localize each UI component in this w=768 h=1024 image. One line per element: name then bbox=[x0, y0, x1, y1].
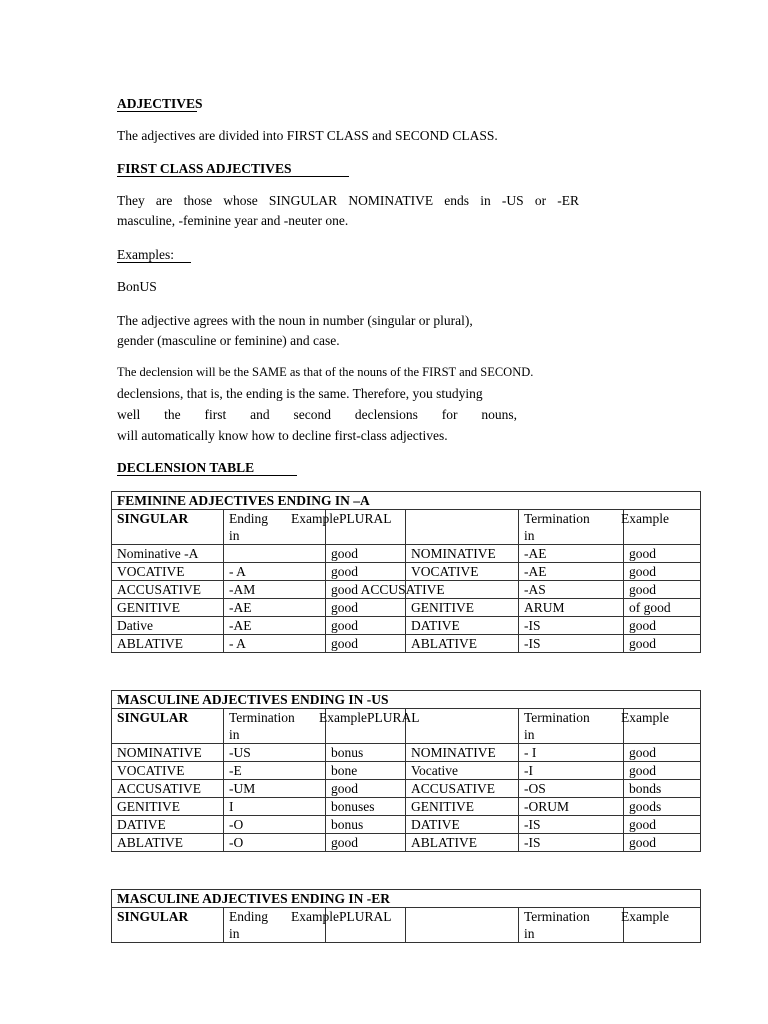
title-underline bbox=[117, 111, 197, 112]
table-header-row bbox=[112, 908, 701, 943]
header-termination: Termination in bbox=[519, 908, 624, 943]
table-cell-col3: good bbox=[326, 780, 406, 798]
table-cell-col4: NOMINATIVE bbox=[406, 545, 519, 563]
table-cell-col4: Vocative bbox=[406, 762, 519, 780]
table-cell-col6: good bbox=[624, 617, 701, 635]
table-cell-col1: Dative bbox=[112, 617, 224, 635]
table-header-row bbox=[112, 510, 701, 545]
header-termination-in: Termination in bbox=[224, 709, 326, 744]
intro-paragraph: The adjectives are divided into FIRST CLASS and SECOND CLASS. bbox=[117, 128, 498, 143]
header-blank bbox=[406, 908, 519, 943]
table-cell-col5: ARUM bbox=[519, 599, 624, 617]
table-row bbox=[112, 780, 701, 798]
table-title: FEMININE ADJECTIVES ENDING IN –A bbox=[112, 492, 701, 510]
table-cell-col3: bone bbox=[326, 762, 406, 780]
table-cell-col1: ABLATIVE bbox=[112, 635, 224, 653]
table-cell-col3: good ACCUSATIVE bbox=[326, 581, 406, 599]
table-cell-col4: VOCATIVE bbox=[406, 563, 519, 581]
table-cell-col2: -E bbox=[224, 762, 326, 780]
header-example: Example bbox=[624, 908, 701, 943]
table-cell-col5: -AE bbox=[519, 563, 624, 581]
table-cell-col3: good bbox=[326, 635, 406, 653]
table-cell-col6: good bbox=[624, 816, 701, 834]
table-cell-col1: Nominative -A bbox=[112, 545, 224, 563]
table-cell-col4: ACCUSATIVE bbox=[406, 780, 519, 798]
table-cell-col1: GENITIVE bbox=[112, 798, 224, 816]
table-title: MASCULINE ADJECTIVES ENDING IN -US bbox=[112, 691, 701, 709]
table-cell-col3: good bbox=[326, 563, 406, 581]
table-cell-col3: good bbox=[326, 834, 406, 852]
header-blank bbox=[406, 510, 519, 545]
table-cell-col1: ABLATIVE bbox=[112, 834, 224, 852]
header-example-plural: ExamplePLURAL bbox=[326, 908, 406, 943]
examples-label: Examples: bbox=[117, 247, 174, 262]
table-cell-col4: DATIVE bbox=[406, 617, 519, 635]
header-singular: SINGULAR bbox=[112, 709, 224, 744]
table-cell-col4: GENITIVE bbox=[406, 798, 519, 816]
table-cell-col6: good bbox=[624, 563, 701, 581]
masculine-us-declension-table bbox=[111, 690, 701, 852]
table-cell-col5: -AS bbox=[519, 581, 624, 599]
table-cell-col6: good bbox=[624, 762, 701, 780]
table-title: MASCULINE ADJECTIVES ENDING IN -ER bbox=[112, 890, 701, 908]
table-row bbox=[112, 816, 701, 834]
example-word: BonUS bbox=[117, 279, 157, 294]
table-row bbox=[112, 563, 701, 581]
table-cell-col6: of good bbox=[624, 599, 701, 617]
declension-line-4: will automatically know how to decline first-class adjectives. bbox=[117, 428, 448, 443]
table-header-row bbox=[112, 709, 701, 744]
feminine-declension-table bbox=[111, 491, 701, 653]
first-class-heading: FIRST CLASS ADJECTIVES bbox=[117, 161, 292, 176]
header-ending: Ending in bbox=[224, 510, 326, 545]
page-title: ADJECTIVES bbox=[117, 96, 203, 111]
table-cell-col2: -AE bbox=[224, 617, 326, 635]
table-row bbox=[112, 762, 701, 780]
first-class-underline bbox=[117, 176, 349, 177]
table-title-row bbox=[112, 492, 701, 510]
table-row bbox=[112, 617, 701, 635]
table-cell-col2: -O bbox=[224, 834, 326, 852]
table-cell-col4: GENITIVE bbox=[406, 599, 519, 617]
table-cell-col4: ABLATIVE bbox=[406, 635, 519, 653]
declension-line-3: well the first and second declensions for nouns, bbox=[117, 407, 517, 422]
header-singular: SINGULAR bbox=[112, 908, 224, 943]
table-cell-col4: NOMINATIVE bbox=[406, 744, 519, 762]
table-cell-col3: bonuses bbox=[326, 798, 406, 816]
table-row bbox=[112, 545, 701, 563]
table-cell-col6: good bbox=[624, 744, 701, 762]
definition-line-2: masculine, -feminine year and -neuter one. bbox=[117, 213, 349, 228]
table-cell-col3: bonus bbox=[326, 816, 406, 834]
header-example: Example bbox=[624, 510, 701, 545]
header-termination: Termination in bbox=[519, 510, 624, 545]
table-row bbox=[112, 599, 701, 617]
table-cell-col6: bonds bbox=[624, 780, 701, 798]
table-cell-col4: ABLATIVE bbox=[406, 834, 519, 852]
table-cell-col3: good bbox=[326, 545, 406, 563]
table-cell-col2 bbox=[224, 545, 326, 563]
definition-line-1: They are those whose SINGULAR NOMINATIVE ends in -US or -ER bbox=[117, 193, 579, 208]
header-singular: SINGULAR bbox=[112, 510, 224, 545]
table-cell-col6: good bbox=[624, 635, 701, 653]
table-cell-col5: -AE bbox=[519, 545, 624, 563]
header-ending: Ending in bbox=[224, 908, 326, 943]
header-example-plural: ExamplePLURAL bbox=[326, 709, 406, 744]
header-example: Example bbox=[624, 709, 701, 744]
header-termination: Termination in bbox=[519, 709, 624, 744]
table-cell-col5: -IS bbox=[519, 816, 624, 834]
table-row bbox=[112, 635, 701, 653]
declension-line-2: declensions, that is, the ending is the same. Therefore, you studying bbox=[117, 386, 483, 401]
table-title-row bbox=[112, 691, 701, 709]
table-row bbox=[112, 581, 701, 599]
agreement-line-1: The adjective agrees with the noun in number (singular or plural), bbox=[117, 313, 473, 328]
examples-underline bbox=[117, 262, 191, 263]
table-row bbox=[112, 834, 701, 852]
table-cell-col1: DATIVE bbox=[112, 816, 224, 834]
table-cell-col2: -UM bbox=[224, 780, 326, 798]
table-cell-col5: -OS bbox=[519, 780, 624, 798]
masculine-er-declension-table bbox=[111, 889, 701, 943]
header-example-plural: ExamplePLURAL bbox=[326, 510, 406, 545]
table-cell-col2: -AE bbox=[224, 599, 326, 617]
table-title-row bbox=[112, 890, 701, 908]
table-cell-col1: NOMINATIVE bbox=[112, 744, 224, 762]
table-cell-col6: goods bbox=[624, 798, 701, 816]
table-cell-col2: -AM bbox=[224, 581, 326, 599]
table-cell-col4: DATIVE bbox=[406, 816, 519, 834]
table-cell-col1: ACCUSATIVE bbox=[112, 581, 224, 599]
table-cell-col3: good bbox=[326, 599, 406, 617]
table-cell-col5: -I bbox=[519, 762, 624, 780]
table-cell-col6: good bbox=[624, 545, 701, 563]
table-cell-col5: -IS bbox=[519, 834, 624, 852]
table-cell-col3: good bbox=[326, 617, 406, 635]
header-blank bbox=[406, 709, 519, 744]
table-cell-col5: -ORUM bbox=[519, 798, 624, 816]
table-cell-col6: good bbox=[624, 834, 701, 852]
table-cell-col2: - A bbox=[224, 563, 326, 581]
table-cell-col1: ACCUSATIVE bbox=[112, 780, 224, 798]
table-cell-col2: -US bbox=[224, 744, 326, 762]
table-cell-col5: - I bbox=[519, 744, 624, 762]
table-cell-col1: VOCATIVE bbox=[112, 762, 224, 780]
table-cell-col5: -IS bbox=[519, 635, 624, 653]
declension-table-underline bbox=[117, 475, 297, 476]
table-cell-col3: bonus bbox=[326, 744, 406, 762]
table-row bbox=[112, 744, 701, 762]
table-cell-col2: I bbox=[224, 798, 326, 816]
table-cell-col2: -O bbox=[224, 816, 326, 834]
table-row bbox=[112, 798, 701, 816]
declension-line-1: The declension will be the SAME as that of the nouns of the FIRST and SECOND. bbox=[117, 365, 534, 379]
table-cell-col2: - A bbox=[224, 635, 326, 653]
declension-table-heading: DECLENSION TABLE bbox=[117, 460, 255, 475]
table-cell-col1: GENITIVE bbox=[112, 599, 224, 617]
table-cell-col5: -IS bbox=[519, 617, 624, 635]
agreement-line-2: gender (masculine or feminine) and case. bbox=[117, 333, 340, 348]
table-cell-col1: VOCATIVE bbox=[112, 563, 224, 581]
table-cell-col6: good bbox=[624, 581, 701, 599]
